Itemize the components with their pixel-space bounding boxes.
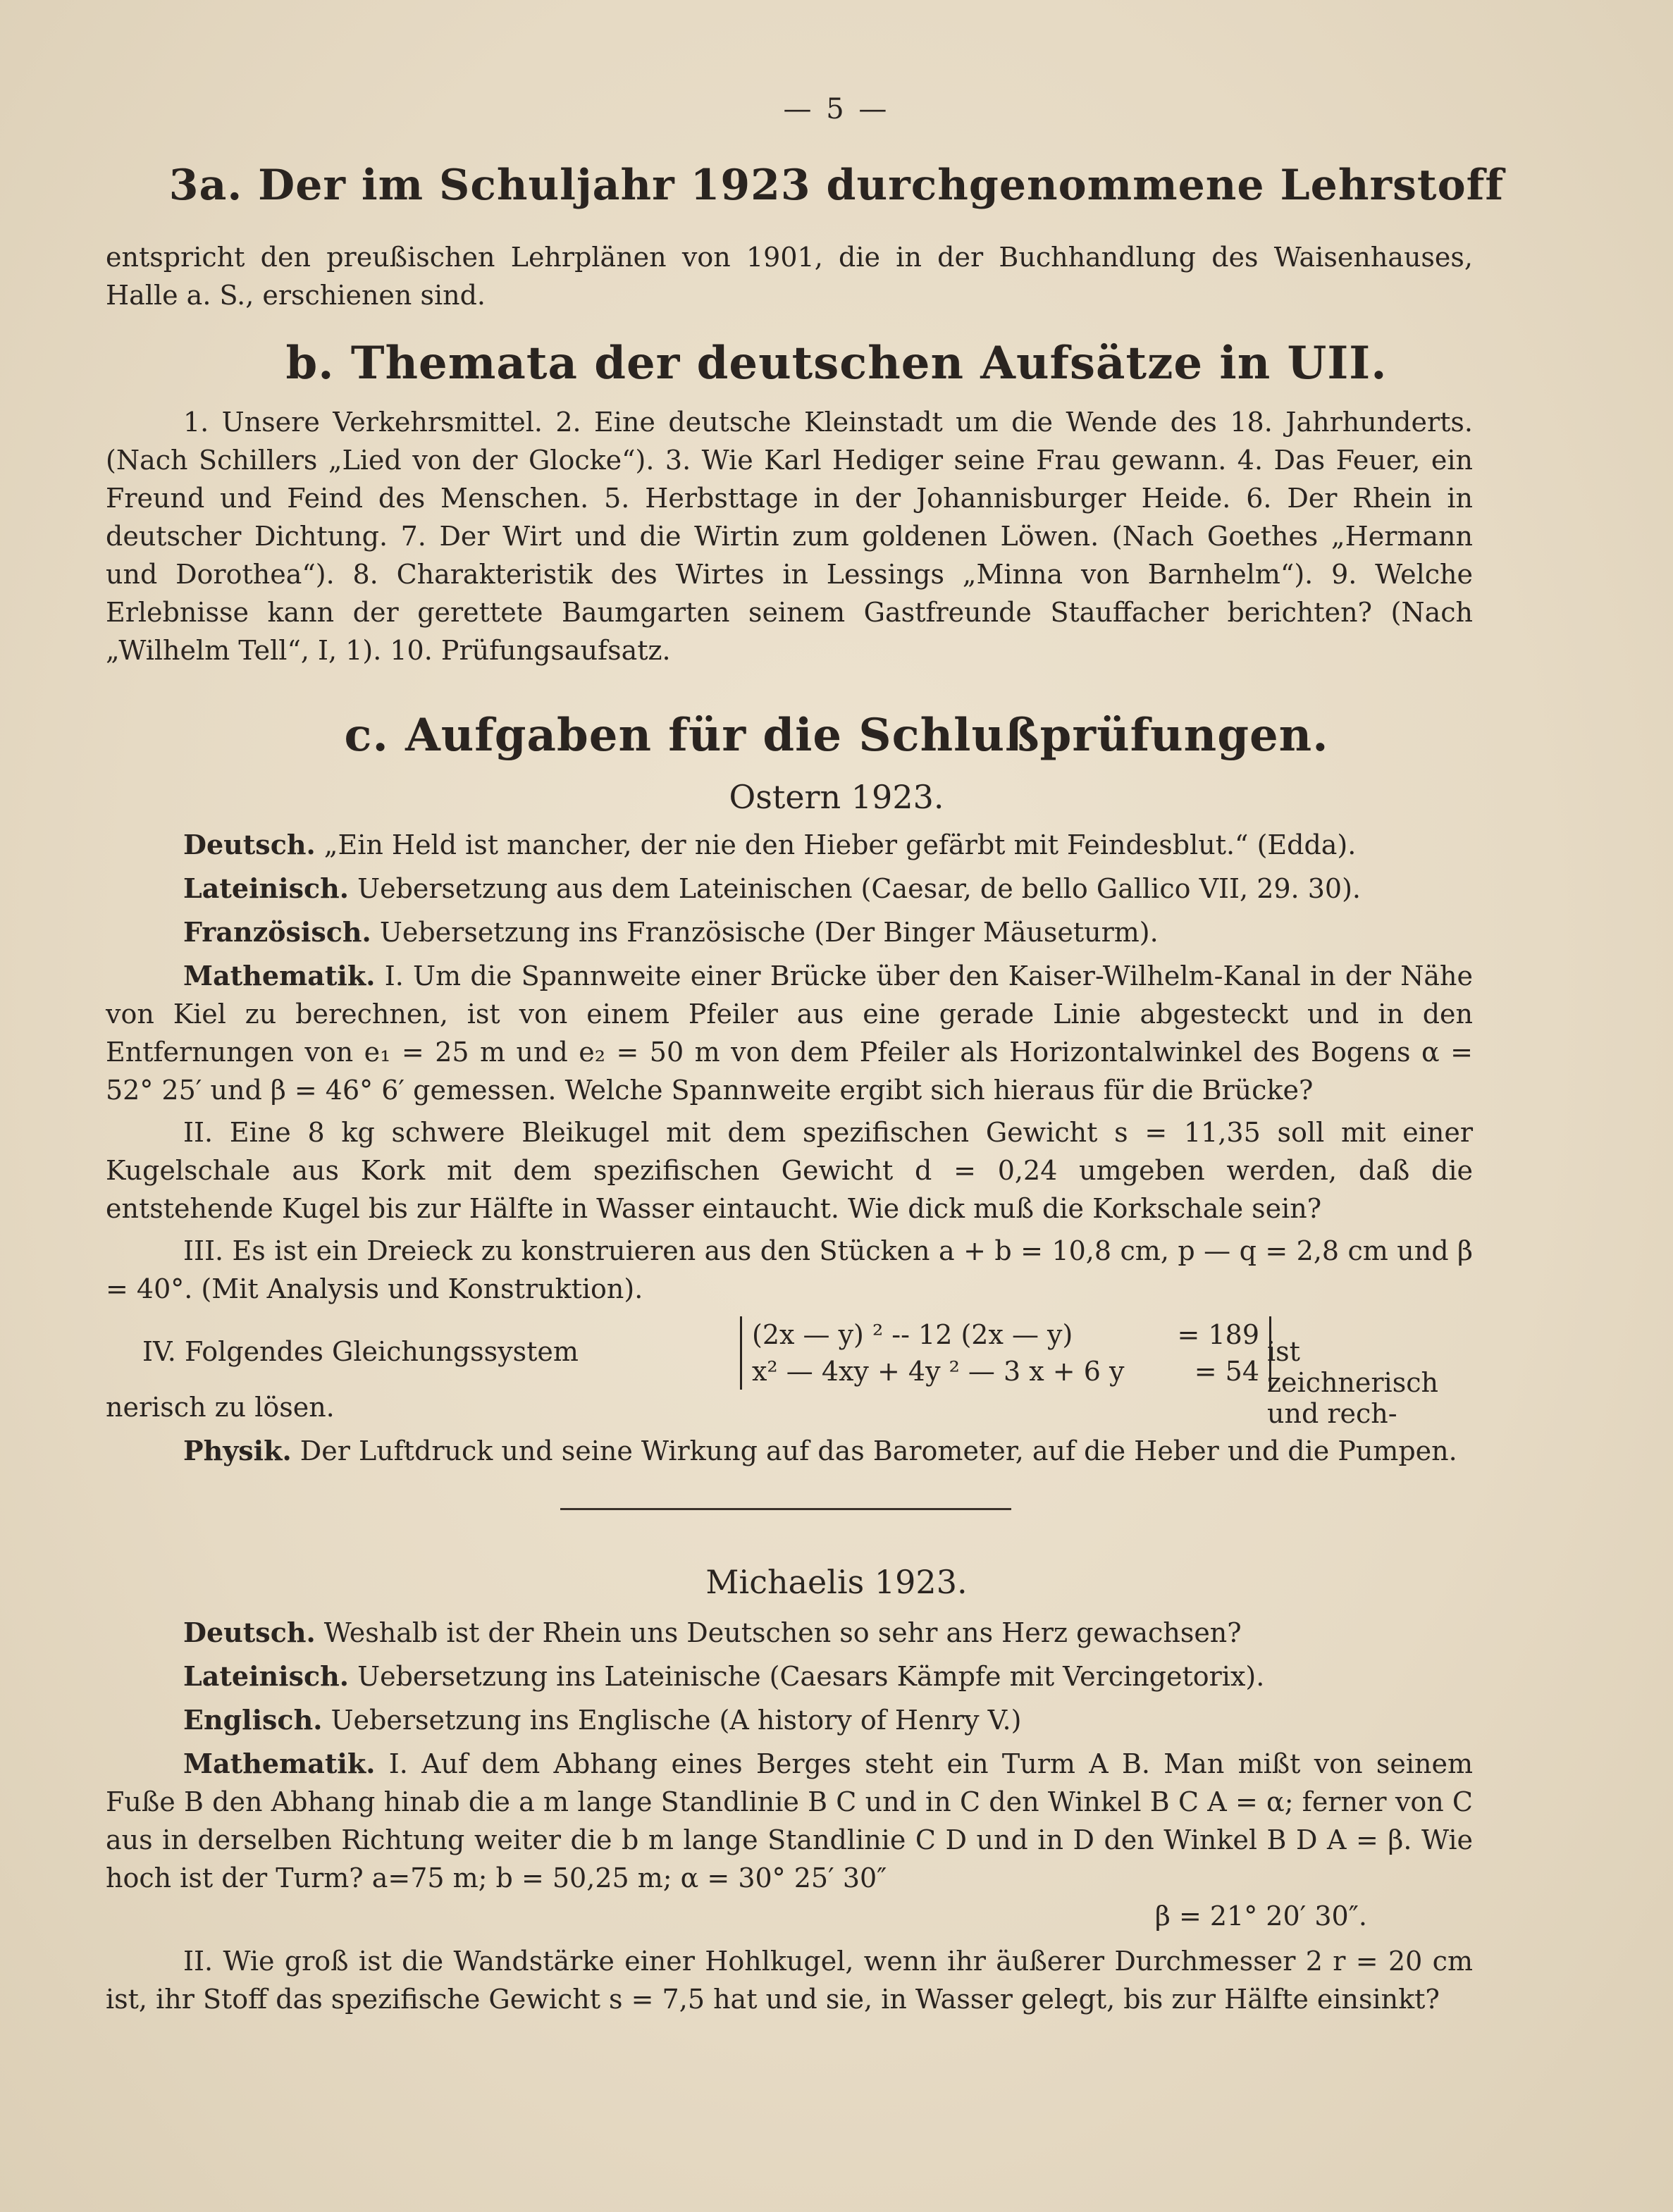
michaelis-latein [106, 1657, 1473, 1695]
subject-label: Deutsch. [183, 829, 316, 860]
equation-rhs: = 54 [1194, 1356, 1259, 1387]
ostern-franz [106, 913, 1473, 951]
michaelis-math-1 [106, 1745, 1473, 1897]
intro-block [106, 238, 1473, 314]
michaelis-englisch-text: Uebersetzung ins Englische (A history of Henry V.) [331, 1705, 1022, 1736]
michaelis-title: Michaelis 1923. [705, 1563, 968, 1601]
ostern-latein-text: Uebersetzung aus dem Lateinischen (Caesar, de bello Gallico VII, 29. 30). [357, 873, 1361, 904]
subject-label: Physik. [183, 1435, 292, 1466]
heading-b: b. Themata der deutschen Aufsätze in UII. [285, 337, 1388, 390]
equation-row [752, 1316, 1259, 1353]
ostern-end [106, 1388, 1473, 1470]
michaelis-section [106, 1614, 1473, 2018]
section-divider [560, 1508, 1011, 1510]
equation-rhs: = 189 [1177, 1319, 1259, 1350]
subject-label: Englisch. [183, 1704, 323, 1736]
heading-c: c. Aufgaben für die Schlußprüfungen. [344, 709, 1329, 762]
michaelis-deutsch [106, 1614, 1473, 1652]
michaelis-math-1-text: I. Auf dem Abhang eines Berges steht ein Turm A B. Man mißt von seinem Fuße B den Abhang hinab die a m lange Standlinie B C und in C den Winkel B C A = α; ferner von C aus in derselben Richtung weiter die b m lange Standlinie C D und in D den Winkel B D A = β. Wie hoch ist der Turm? a=75 m; b = 50,25 m; α = 30° 25′ 30″ [106, 1748, 1473, 1893]
themes-block [106, 403, 1473, 669]
ostern-math-1 [106, 957, 1473, 1109]
page-number: — 5 — [783, 93, 890, 125]
ostern-deutsch [106, 826, 1473, 864]
michaelis-englisch [106, 1701, 1473, 1739]
subject-label: Französisch. [183, 916, 371, 948]
equation-tail: ist zeichnerisch und rech- [1267, 1336, 1438, 1429]
equation-lead: IV. Folgendes Gleichungssystem [142, 1336, 579, 1367]
subject-label: Lateinisch. [183, 872, 349, 904]
michaelis-math-1-beta: β = 21° 20′ 30″. [1154, 1901, 1367, 1932]
michaelis-deutsch-text: Weshalb ist der Rhein uns Deutschen so sehr ans Herz gewachsen? [323, 1617, 1242, 1648]
equation-end: nerisch zu lösen. [106, 1392, 335, 1423]
ostern-section [106, 826, 1473, 1308]
subject-label: Mathematik. [183, 1748, 376, 1779]
subject-label: Lateinisch. [183, 1660, 349, 1692]
ostern-physik [106, 1432, 1473, 1470]
ostern-math-3: III. Es ist ein Dreieck zu konstruieren aus den Stücken a + b = 10,8 cm, p — q = 2,8 cm und β = 40°. (Mit Analysis und Konstruktion). [106, 1235, 1473, 1304]
ostern-math-2: II. Eine 8 kg schwere Bleikugel mit dem spezifischen Gewicht s = 11,35 soll mit einer Kugelschale aus Kork mit dem spezifischen Gewicht d = 0,24 umgeben werden, daß die entstehende Kugel bis zur Hälfte in Wasser eintaucht. Wie dick muß die Korkschale sein? [106, 1117, 1473, 1224]
ostern-math-1-text: I. Um die Spannweite einer Brücke über den Kaiser-Wilhelm-Kanal in der Nähe von Kiel zu berechnen, ist von einem Pfeiler aus eine gerade Linie abgesteckt und in den Entfernungen von e₁ = 25 m und e₂ = 50 m von dem Pfeiler als Horizontalwinkel des Bogens α = 52° 25′ und β = 46° 6′ gemessen. Welche Spannweite ergibt sich hieraus für die Brücke? [106, 960, 1473, 1106]
equation-row [752, 1353, 1259, 1390]
michaelis-math-2: II. Wie groß ist die Wandstärke einer Hohlkugel, wenn ihr äußerer Durchmesser 2 r = 20 cm ist, ihr Stoff das spezifische Gewicht s = 7,5 hat und sie, in Wasser gelegt, bis zur Hälfte einsinkt? [106, 1946, 1473, 2015]
ostern-title: Ostern 1923. [729, 778, 944, 816]
ostern-latein [106, 870, 1473, 908]
michaelis-latein-text: Uebersetzung ins Lateinische (Caesars Kämpfe mit Vercingetorix). [357, 1661, 1265, 1692]
ostern-physik-text: Der Luftdruck und seine Wirkung auf das Barometer, auf die Heber und die Pumpen. [300, 1435, 1457, 1466]
equation-lhs: x² — 4xy + 4y ² — 3 x + 6 y [752, 1356, 1125, 1387]
intro-text: entspricht den preußischen Lehrplänen von 1901, die in der Buchhandlung des Waisenhauses, Halle a. S., erschienen sind. [106, 242, 1473, 311]
equation-lhs: (2x — y) ² -- 12 (2x — y) [752, 1319, 1073, 1350]
equation-bracket [740, 1316, 1271, 1390]
subject-label: Mathematik. [183, 960, 376, 991]
ostern-deutsch-text: „Ein Held ist mancher, der nie den Hieber gefärbt mit Feindesblut.“ (Edda). [323, 829, 1357, 860]
heading-3a: 3a. Der im Schuljahr 1923 durchgenommene Lehrstoff [168, 161, 1505, 210]
subject-label: Deutsch. [183, 1617, 316, 1648]
ostern-franz-text: Uebersetzung ins Französische (Der Binger Mäuseturm). [379, 917, 1159, 948]
themes-text: 1. Unsere Verkehrsmittel. 2. Eine deutsche Kleinstadt um die Wende des 18. Jahrhunderts. (Nach Schillers „Lied von der Glocke“). 3. Wie Karl Hediger seine Frau gewann. 4. Das Feuer, ein Freund und Feind des Menschen. 5. Herbsttage in der Johannisburger Heide. 6. Der Rhein in deutscher Dichtung. 7. Der Wirt und die Wirtin zum goldenen Löwen. (Nach Goethes „Hermann und Dorothea“). 8. Charakteristik des Wirtes in Lessings „Minna von Barnhelm“). 9. Welche Erlebnisse kann der gerettete Baumgarten seinem Gastfreunde Stauffacher berichten? (Nach „Wilhelm Tell“, I, 1). 10. Prüfungsaufsatz. [106, 407, 1473, 666]
